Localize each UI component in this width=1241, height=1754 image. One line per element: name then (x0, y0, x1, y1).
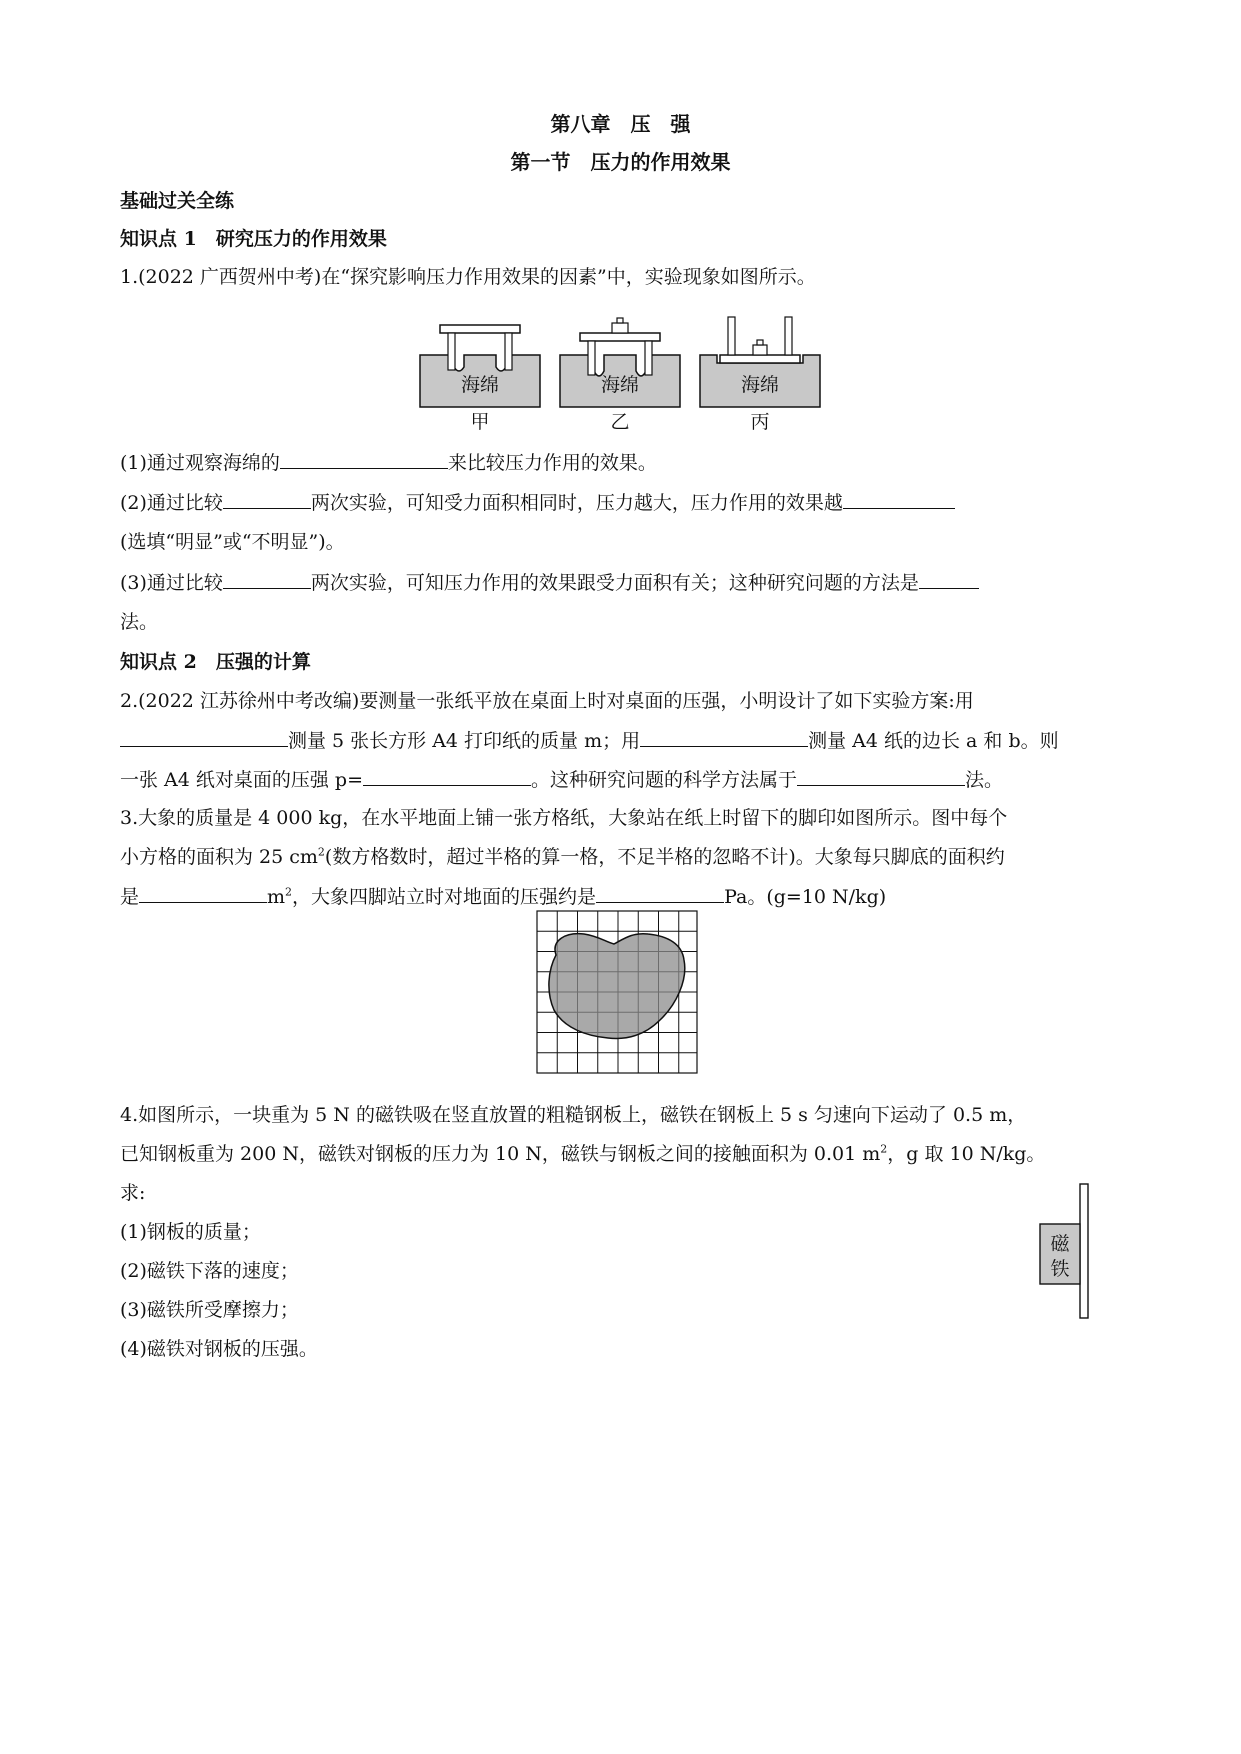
sponge-experiment-figure (410, 305, 830, 433)
q2-text-d: 。这种研究问题的科学方法属于 (531, 769, 798, 791)
q3-text-e: ，大象四脚站立时对地面的压强约是 (292, 886, 597, 908)
experiment-bing (700, 317, 820, 433)
sponge-label-yi: 海绵 (600, 374, 640, 396)
caption-yi: 乙 (610, 411, 630, 433)
q4-text-b: ，g 取 10 N/kg。 (887, 1143, 1046, 1165)
sponge-label-jia: 海绵 (460, 374, 500, 396)
q2-text-b: 测量 A4 纸的边长 a 和 b。则 (808, 730, 1059, 752)
magnet-label-2: 铁 (1050, 1258, 1070, 1280)
q2-text-a: 测量 5 张长方形 A4 打印纸的质量 m；用 (288, 730, 641, 752)
question-4-sub-3: (3)磁铁所受摩擦力； (120, 1299, 299, 1321)
answer-blank[interactable] (843, 490, 955, 509)
question-4-sub-2: (2)磁铁下落的速度； (120, 1260, 299, 1282)
q3-sup-a: 2 (317, 845, 325, 859)
q4-sup: 2 (880, 1142, 888, 1156)
section-title: 第一节 压力的作用效果 (510, 150, 731, 174)
q4-text-a: 已知钢板重为 200 N，磁铁对钢板的压力为 10 N，磁铁与钢板之间的接触面积为 0.01 m (120, 1143, 881, 1165)
question-2-line-2 (120, 728, 1059, 753)
question-2-line-1: 2.(2022 江苏徐州中考改编)要测量一张纸平放在桌面上时对桌面的压强，小明设计了如下实验方案:用 (120, 690, 974, 712)
q2-text-e: 法。 (965, 769, 1004, 791)
answer-blank[interactable] (139, 884, 267, 903)
question-3-line-3 (120, 884, 886, 909)
q3-text-b: (数方格数时，超过半格的算一格，不足半格的忽略不计)。大象每只脚底的面积约 (324, 846, 1005, 868)
answer-blank[interactable] (120, 728, 288, 747)
chapter-title: 第八章 压 强 (550, 112, 691, 136)
caption-jia: 甲 (470, 411, 490, 433)
question-3-line-1: 3.大象的质量是 4 000 kg，在水平地面上铺一张方格纸，大象站在纸上时留下的脚印如图所示。图中每个 (120, 807, 1008, 829)
experiment-yi (560, 318, 680, 433)
answer-blank[interactable] (223, 490, 311, 509)
answer-blank[interactable] (797, 767, 965, 786)
q3-text-c: 是 (120, 886, 140, 908)
question-1-stem: 1.(2022 广西贺州中考)在“探究影响压力作用效果的因素”中，实验现象如图所示。 (120, 266, 816, 288)
question-4-line-1: 4.如图所示，一块重为 5 N 的磁铁吸在竖直放置的粗糙钢板上，磁铁在钢板上 5 s 匀速向下运动了 0.5 m， (120, 1104, 1027, 1126)
question-1-part-2 (120, 490, 955, 515)
question-4-sub-4: (4)磁铁对钢板的压强。 (120, 1338, 318, 1360)
q3-text-f: Pa。(g=10 N/kg) (724, 886, 887, 908)
question-1-part-1 (120, 450, 657, 475)
q1-p3-text-b: 两次实验，可知压力作用的效果跟受力面积有关；这种研究问题的方法是 (310, 572, 919, 594)
steel-plate (1080, 1184, 1088, 1318)
answer-blank[interactable] (363, 767, 531, 786)
knowledge-point-2-title: 知识点 2 压强的计算 (120, 651, 311, 673)
question-1-part-2-hint: (选填“明显”或“不明显”)。 (120, 531, 345, 553)
q1-p2-text-b: 两次实验，可知受力面积相同时，压力越大，压力作用的效果越 (310, 492, 843, 514)
sponge-label-bing: 海绵 (740, 374, 780, 396)
q1-p1-text-b: 来比较压力作用的效果。 (447, 452, 657, 474)
q3-text-d: m (267, 886, 286, 908)
question-1-part-3-tail: 法。 (120, 611, 159, 633)
answer-blank[interactable] (919, 570, 979, 589)
answer-blank[interactable] (640, 728, 808, 747)
q3-text-a: 小方格的面积为 25 cm (120, 846, 318, 868)
question-1-part-3 (120, 570, 979, 595)
q1-p3-text-a: (3)通过比较 (120, 572, 223, 594)
q1-p2-text-a: (2)通过比较 (120, 492, 223, 514)
q3-sup-b: 2 (285, 885, 293, 899)
question-2-line-3 (120, 767, 1003, 792)
answer-blank[interactable] (596, 884, 724, 903)
question-4-sub-1: (1)钢板的质量； (120, 1221, 261, 1243)
experiment-jia (420, 325, 540, 433)
question-4-line-2 (120, 1142, 1045, 1166)
knowledge-point-1-title: 知识点 1 研究压力的作用效果 (120, 228, 387, 250)
q1-p1-text-a: (1)通过观察海绵的 (120, 452, 280, 474)
answer-blank[interactable] (223, 570, 311, 589)
footprint-grid-figure (536, 910, 698, 1074)
magnet-steel-plate-figure (1034, 1180, 1094, 1320)
question-4-line-3: 求: (120, 1182, 146, 1204)
answer-blank[interactable] (280, 450, 448, 469)
question-3-line-2 (120, 845, 1005, 869)
q2-text-c: 一张 A4 纸对桌面的压强 p= (120, 769, 364, 791)
part-title: 基础过关全练 (120, 190, 235, 212)
magnet-label-1: 磁 (1050, 1233, 1070, 1255)
caption-bing: 丙 (750, 411, 770, 433)
